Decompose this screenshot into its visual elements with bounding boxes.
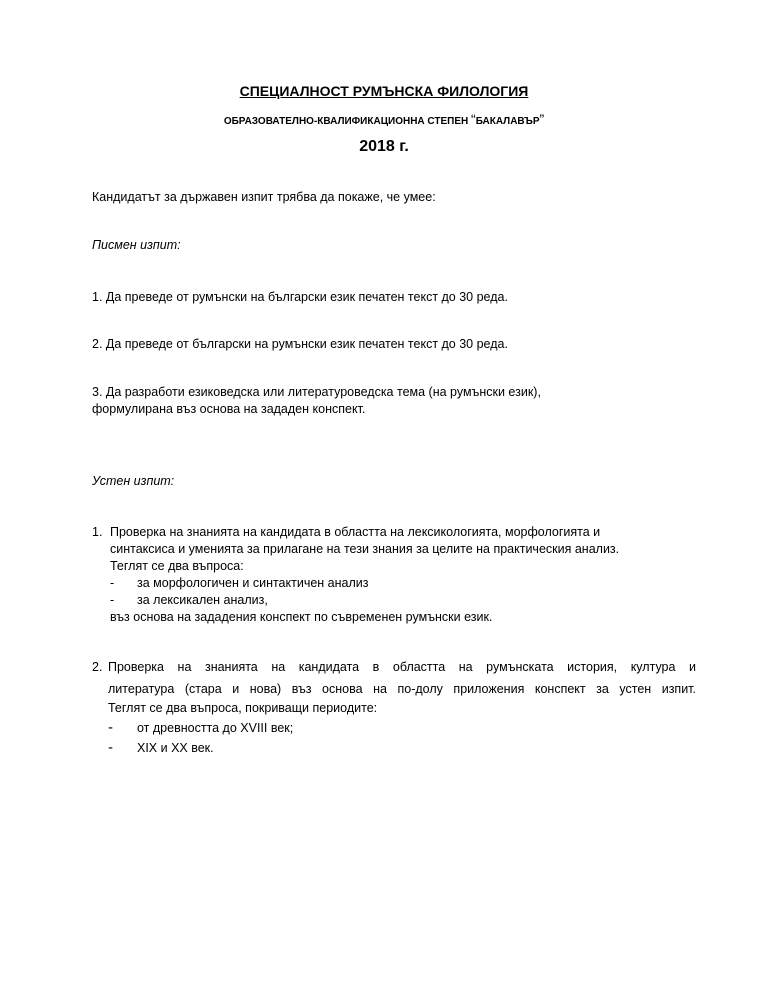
written-item-3-line-2: формулирана въз основа на зададен конспект. — [92, 402, 366, 416]
oral-item-2-sub-2: XIX и XX век. — [137, 741, 214, 755]
written-item-1: 1. Да преведе от румънски на български език печатен текст до 30 реда. — [92, 290, 508, 304]
oral-item-1-line-4: въз основа на зададения конспект по съвременен румънски език. — [110, 610, 493, 624]
oral-exam-heading: Устен изпит: — [92, 474, 175, 488]
oral-item-2-sub-1: от древността до XVIII век; — [137, 721, 294, 735]
written-item-3-line-1: 3. Да разработи езиковедска или литературоведска тема (на румънски език), — [92, 385, 541, 399]
oral-item-2-line-3: Теглят се два въпроса, покриващи периодите: — [108, 701, 378, 715]
oral-item-1-sub-2: за лексикален анализ, — [137, 593, 268, 607]
open-quote: “ — [471, 111, 476, 127]
oral-item-2-line-2: литература (стара и нова) въз основа на по-долу приложения конспект за устен изпит. — [108, 682, 696, 696]
close-quote: ” — [539, 111, 545, 127]
oral-item-2-line-1: Проверка на знанията на кандидата в областта на румънската история, култура и — [108, 660, 696, 674]
oral-item-1-line-2: синтаксиса и уменията за прилагане на тези знания за целите на практическия анализ. — [110, 542, 620, 556]
degree-prefix: ОБРАЗОВАТЕЛНО-КВАЛИФИКАЦИОННА СТЕПЕН — [223, 116, 472, 127]
written-item-2: 2. Да преведе от български на румънски език печатен текст до 30 реда. — [92, 337, 508, 351]
oral-item-1-line-1: Проверка на знанията на кандидата в областта на лексикологията, морфологията и — [110, 525, 601, 539]
written-exam-heading: Писмен изпит: — [92, 238, 181, 252]
oral-item-1-line-3: Теглят се два въпроса: — [110, 559, 244, 573]
document-title: СПЕЦИАЛНОСТ РУМЪНСКА ФИЛОЛОГИЯ — [239, 83, 529, 99]
oral-item-1-dash-1: - — [110, 576, 115, 590]
oral-item-2-number: 2. — [92, 660, 103, 674]
degree-name: БАКАЛАВЪР — [475, 116, 540, 127]
oral-item-1-dash-2: - — [110, 593, 115, 607]
degree-line — [0, 111, 768, 127]
oral-item-2-dash-2: - — [108, 739, 113, 756]
document-year: 2018 г. — [359, 138, 409, 155]
intro-text: Кандидатът за държавен изпит трябва да покаже, че умее: — [92, 190, 436, 204]
oral-item-2-dash-1: - — [108, 719, 113, 736]
oral-item-1-sub-1: за морфологичен и синтактичен анализ — [137, 576, 369, 590]
oral-item-1-number: 1. — [92, 525, 103, 539]
